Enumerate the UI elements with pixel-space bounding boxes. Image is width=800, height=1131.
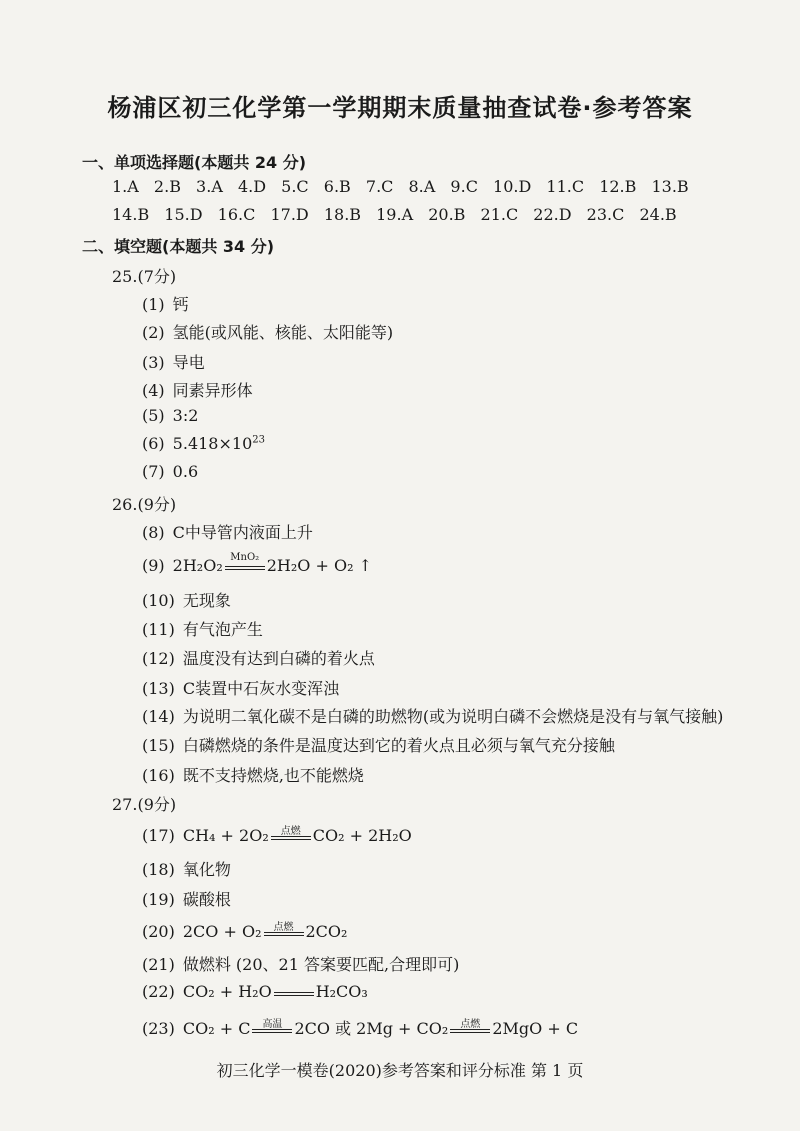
mc-answer: 19.A	[376, 205, 414, 224]
answer-14: (14) 为说明二氧化碳不是白磷的助燃物(或为说明白磷不会燃烧是没有与氧气接触)	[142, 707, 724, 726]
answer-15: (15) 白磷燃烧的条件是温度达到它的着火点且必须与氧气充分接触	[142, 736, 615, 755]
mc-answer: 3.A	[196, 177, 223, 196]
question-27-heading: 27.(9分)	[112, 795, 177, 814]
answer-23-equation: (23) CO₂ + C 高温 2CO 或 2Mg + CO₂ 点燃 2MgO + C	[142, 1018, 579, 1038]
mc-answer: 9.C	[450, 177, 478, 196]
answer-22-equation: (22) CO₂ + H₂O H₂CO₃	[142, 982, 368, 1001]
page-title: 杨浦区初三化学第一学期期末质量抽查试卷·参考答案	[107, 94, 693, 122]
answer-11: (11) 有气泡产生	[142, 620, 263, 639]
answer-9-equation: (9) 2H₂O₂ MnO₂ 2H₂O + O₂ ↑	[142, 551, 373, 575]
reaction-arrow: 点燃	[450, 1027, 490, 1033]
mc-answer: 14.B	[112, 205, 150, 224]
mc-answer: 21.C	[480, 205, 519, 224]
mc-answer: 20.B	[428, 205, 466, 224]
answer-5: (5) 3:2	[142, 406, 199, 425]
reaction-arrow: 高温	[252, 1027, 292, 1033]
answer-7: (7) 0.6	[142, 462, 199, 481]
answer-1: (1) 钙	[142, 295, 189, 314]
mc-answer: 2.B	[153, 177, 181, 196]
mc-answer: 13.B	[651, 177, 689, 196]
mc-answer: 8.A	[408, 177, 436, 196]
answer-20-equation: (20) 2CO + O₂ 点燃 2CO₂	[142, 921, 348, 941]
answer-18: (18) 氧化物	[142, 860, 231, 879]
mc-answer: 18.B	[323, 205, 362, 224]
mc-answer: 1.A	[112, 177, 139, 196]
answer-21: (21) 做燃料 (20、21 答案要匹配,合理即可)	[142, 955, 460, 974]
answer-8: (8) C中导管内液面上升	[142, 523, 313, 542]
mc-answer: 24.B	[639, 205, 677, 224]
question-25-heading: 25.(7分)	[112, 267, 177, 286]
answer-19: (19) 碳酸根	[142, 890, 231, 909]
answer-3: (3) 导电	[142, 353, 205, 372]
mc-answer: 15.D	[164, 205, 203, 224]
mc-answer: 6.B	[323, 177, 351, 196]
mc-answer: 5.C	[281, 177, 309, 196]
answer-17-equation: (17) CH₄ + 2O₂ 点燃 CO₂ + 2H₂O	[142, 825, 412, 845]
answer-2: (2) 氢能(或风能、核能、太阳能等)	[142, 323, 394, 342]
mc-answers-row-1	[112, 177, 699, 196]
reaction-arrow: 点燃	[271, 834, 311, 840]
mc-answers-row-2	[112, 205, 687, 224]
reaction-arrow: MnO₂	[225, 564, 265, 570]
reaction-arrow: 点燃	[264, 930, 304, 936]
answer-13: (13) C装置中石灰水变浑浊	[142, 679, 340, 698]
mc-answer: 7.C	[365, 177, 394, 196]
mc-answer: 12.B	[599, 177, 637, 196]
answer-10: (10) 无现象	[142, 591, 231, 610]
question-26-heading: 26.(9分)	[112, 495, 177, 514]
mc-answer: 17.D	[270, 205, 309, 224]
mc-answer: 4.D	[237, 177, 267, 196]
answer-6: (6) $5.418\times 10^{23}$	[142, 434, 265, 453]
section-fill-in-heading: 二、填空题(本题共 34 分)	[82, 237, 275, 256]
mc-answer: 10.D	[493, 177, 532, 196]
reaction-arrow	[274, 990, 314, 996]
mc-answer: 23.C	[586, 205, 625, 224]
mc-answer: 11.C	[546, 177, 585, 196]
answer-4: (4) 同素异形体	[142, 381, 253, 400]
mc-answer: 16.C	[217, 205, 256, 224]
answer-16: (16) 既不支持燃烧,也不能燃烧	[142, 766, 364, 785]
mc-answer: 22.D	[533, 205, 572, 224]
page-footer: 初三化学一模卷(2020)参考答案和评分标准 第 1 页	[216, 1061, 584, 1080]
section-multiple-choice-heading: 一、单项选择题(本题共 24 分)	[82, 153, 307, 172]
answer-12: (12) 温度没有达到白磷的着火点	[142, 649, 375, 668]
